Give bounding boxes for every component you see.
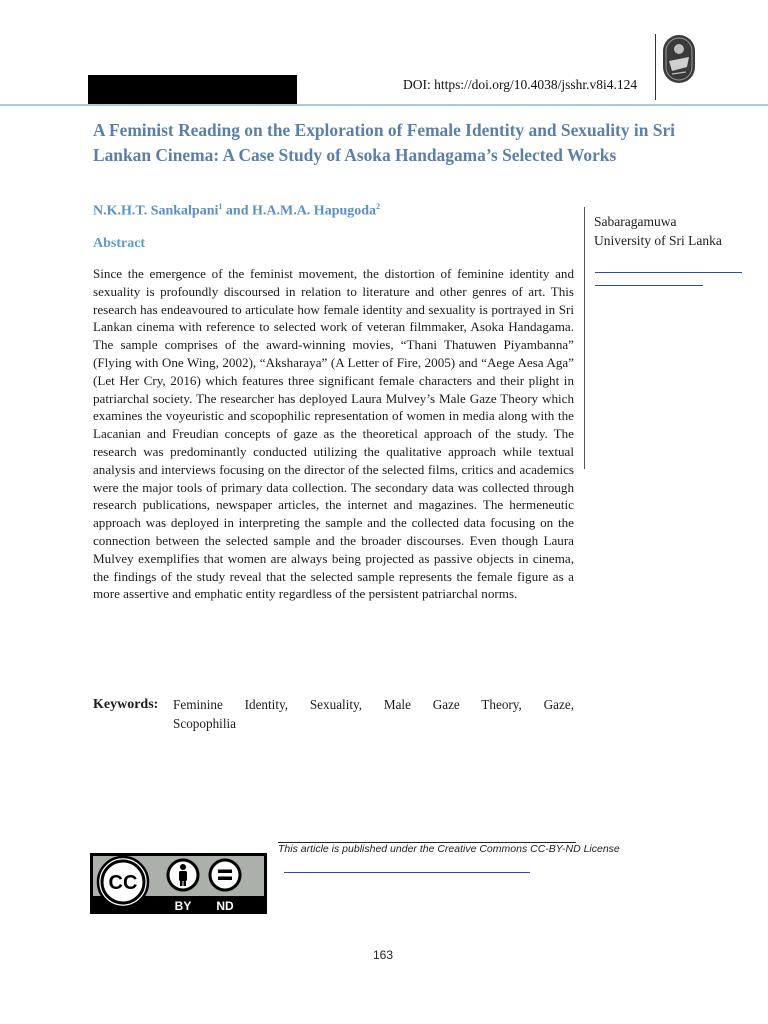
sidebar-divider bbox=[584, 207, 585, 469]
keywords-block bbox=[93, 696, 574, 733]
affiliation-line: University of Sri Lanka bbox=[594, 232, 722, 248]
header-divider bbox=[655, 34, 656, 100]
doi-link[interactable]: DOI: https://doi.org/10.4038/jsshr.v8i4.124 bbox=[403, 77, 638, 92]
author-list bbox=[93, 202, 380, 220]
header-rule bbox=[0, 104, 768, 106]
author-joiner: and bbox=[222, 203, 252, 219]
header-black-bar bbox=[88, 75, 297, 106]
cc-badge-nd-text: ND bbox=[216, 899, 234, 913]
cc-badge-left-text: CC bbox=[108, 872, 138, 894]
author-name: N.K.H.T. Sankalpani bbox=[93, 203, 219, 219]
affiliation-line: Sabaragamuwa bbox=[594, 214, 677, 229]
affiliation bbox=[594, 213, 722, 250]
email-link-underline[interactable] bbox=[595, 285, 703, 286]
cc-by-nd-badge[interactable] bbox=[90, 853, 267, 914]
keywords-label: Keywords: bbox=[93, 697, 159, 712]
page-number: 163 bbox=[373, 948, 394, 962]
journal-logo bbox=[660, 33, 698, 85]
abstract-text: Since the emergence of the feminist movement, the distortion of feminine identity and sexuality is profoundly discoursed in relation to literature and other genres of art. This research has endeavoured to articulate how female identity and sexuality is portrayed in Sri Lankan cinema with reference to selected work of veteran filmmaker, Asoka Handagama. The sample comprises of the award-winning movies, “Thani Thatuwen Piyambanna” (Flying with One Wing, 2002), “Aksharaya” (A Letter of Fire, 2005) and “Aege Aesa Aga” (Let Her Cry, 2016) which features three significant female characters and their plight in patriarchal society. The researcher has deployed Laura Mulvey’s Male Gaze Theory which examines the voyeuristic and scopophilic representation of women in media along with the Lacanian and Freudian concepts of gaze as the theoretical approach of the study. The research was predominantly conducted utilizing the qualitative approach while textual analysis and interviews focusing on the director of the selected films, critics and academics were the major tools of primary data collection. The secondary data was collected through research publications, newspaper articles, the internet and magazines. The hermeneutic approach was deployed in interpreting the sample and the collected data focusing on the connection between the selected sample and the broader discourses. Even though Laura Mulvey exemplifies that women are always being projected as passive objects in cinema, the findings of the study reveal that the selected sample represents the female figure as a more assertive and emphatic entity regardless of the persistent patriarchal norms. bbox=[93, 266, 574, 602]
abstract-heading: Abstract bbox=[93, 236, 146, 251]
author-name: H.A.M.A. Hapugoda bbox=[251, 203, 377, 219]
keywords-text: Scopophilia bbox=[173, 715, 237, 731]
license-notice: This article is published under the Creative Commons CC-BY-ND License bbox=[278, 843, 620, 855]
author-affiliation-mark: 1 bbox=[218, 202, 223, 211]
keywords-text: Feminine Identity, Sexuality, Male Gaze Theory, Gaze, bbox=[173, 697, 574, 712]
author-affiliation-mark: 2 bbox=[376, 202, 381, 211]
license-link-underline[interactable] bbox=[284, 872, 530, 873]
article-title: A Feminist Reading on the Exploration of Female Identity and Sexuality in Sri Lankan Cinema: A Case Study of Asoka Handagama’s Selected Works bbox=[93, 120, 675, 165]
email-link-underline[interactable] bbox=[595, 272, 742, 273]
cc-badge-by-text: BY bbox=[174, 899, 192, 913]
